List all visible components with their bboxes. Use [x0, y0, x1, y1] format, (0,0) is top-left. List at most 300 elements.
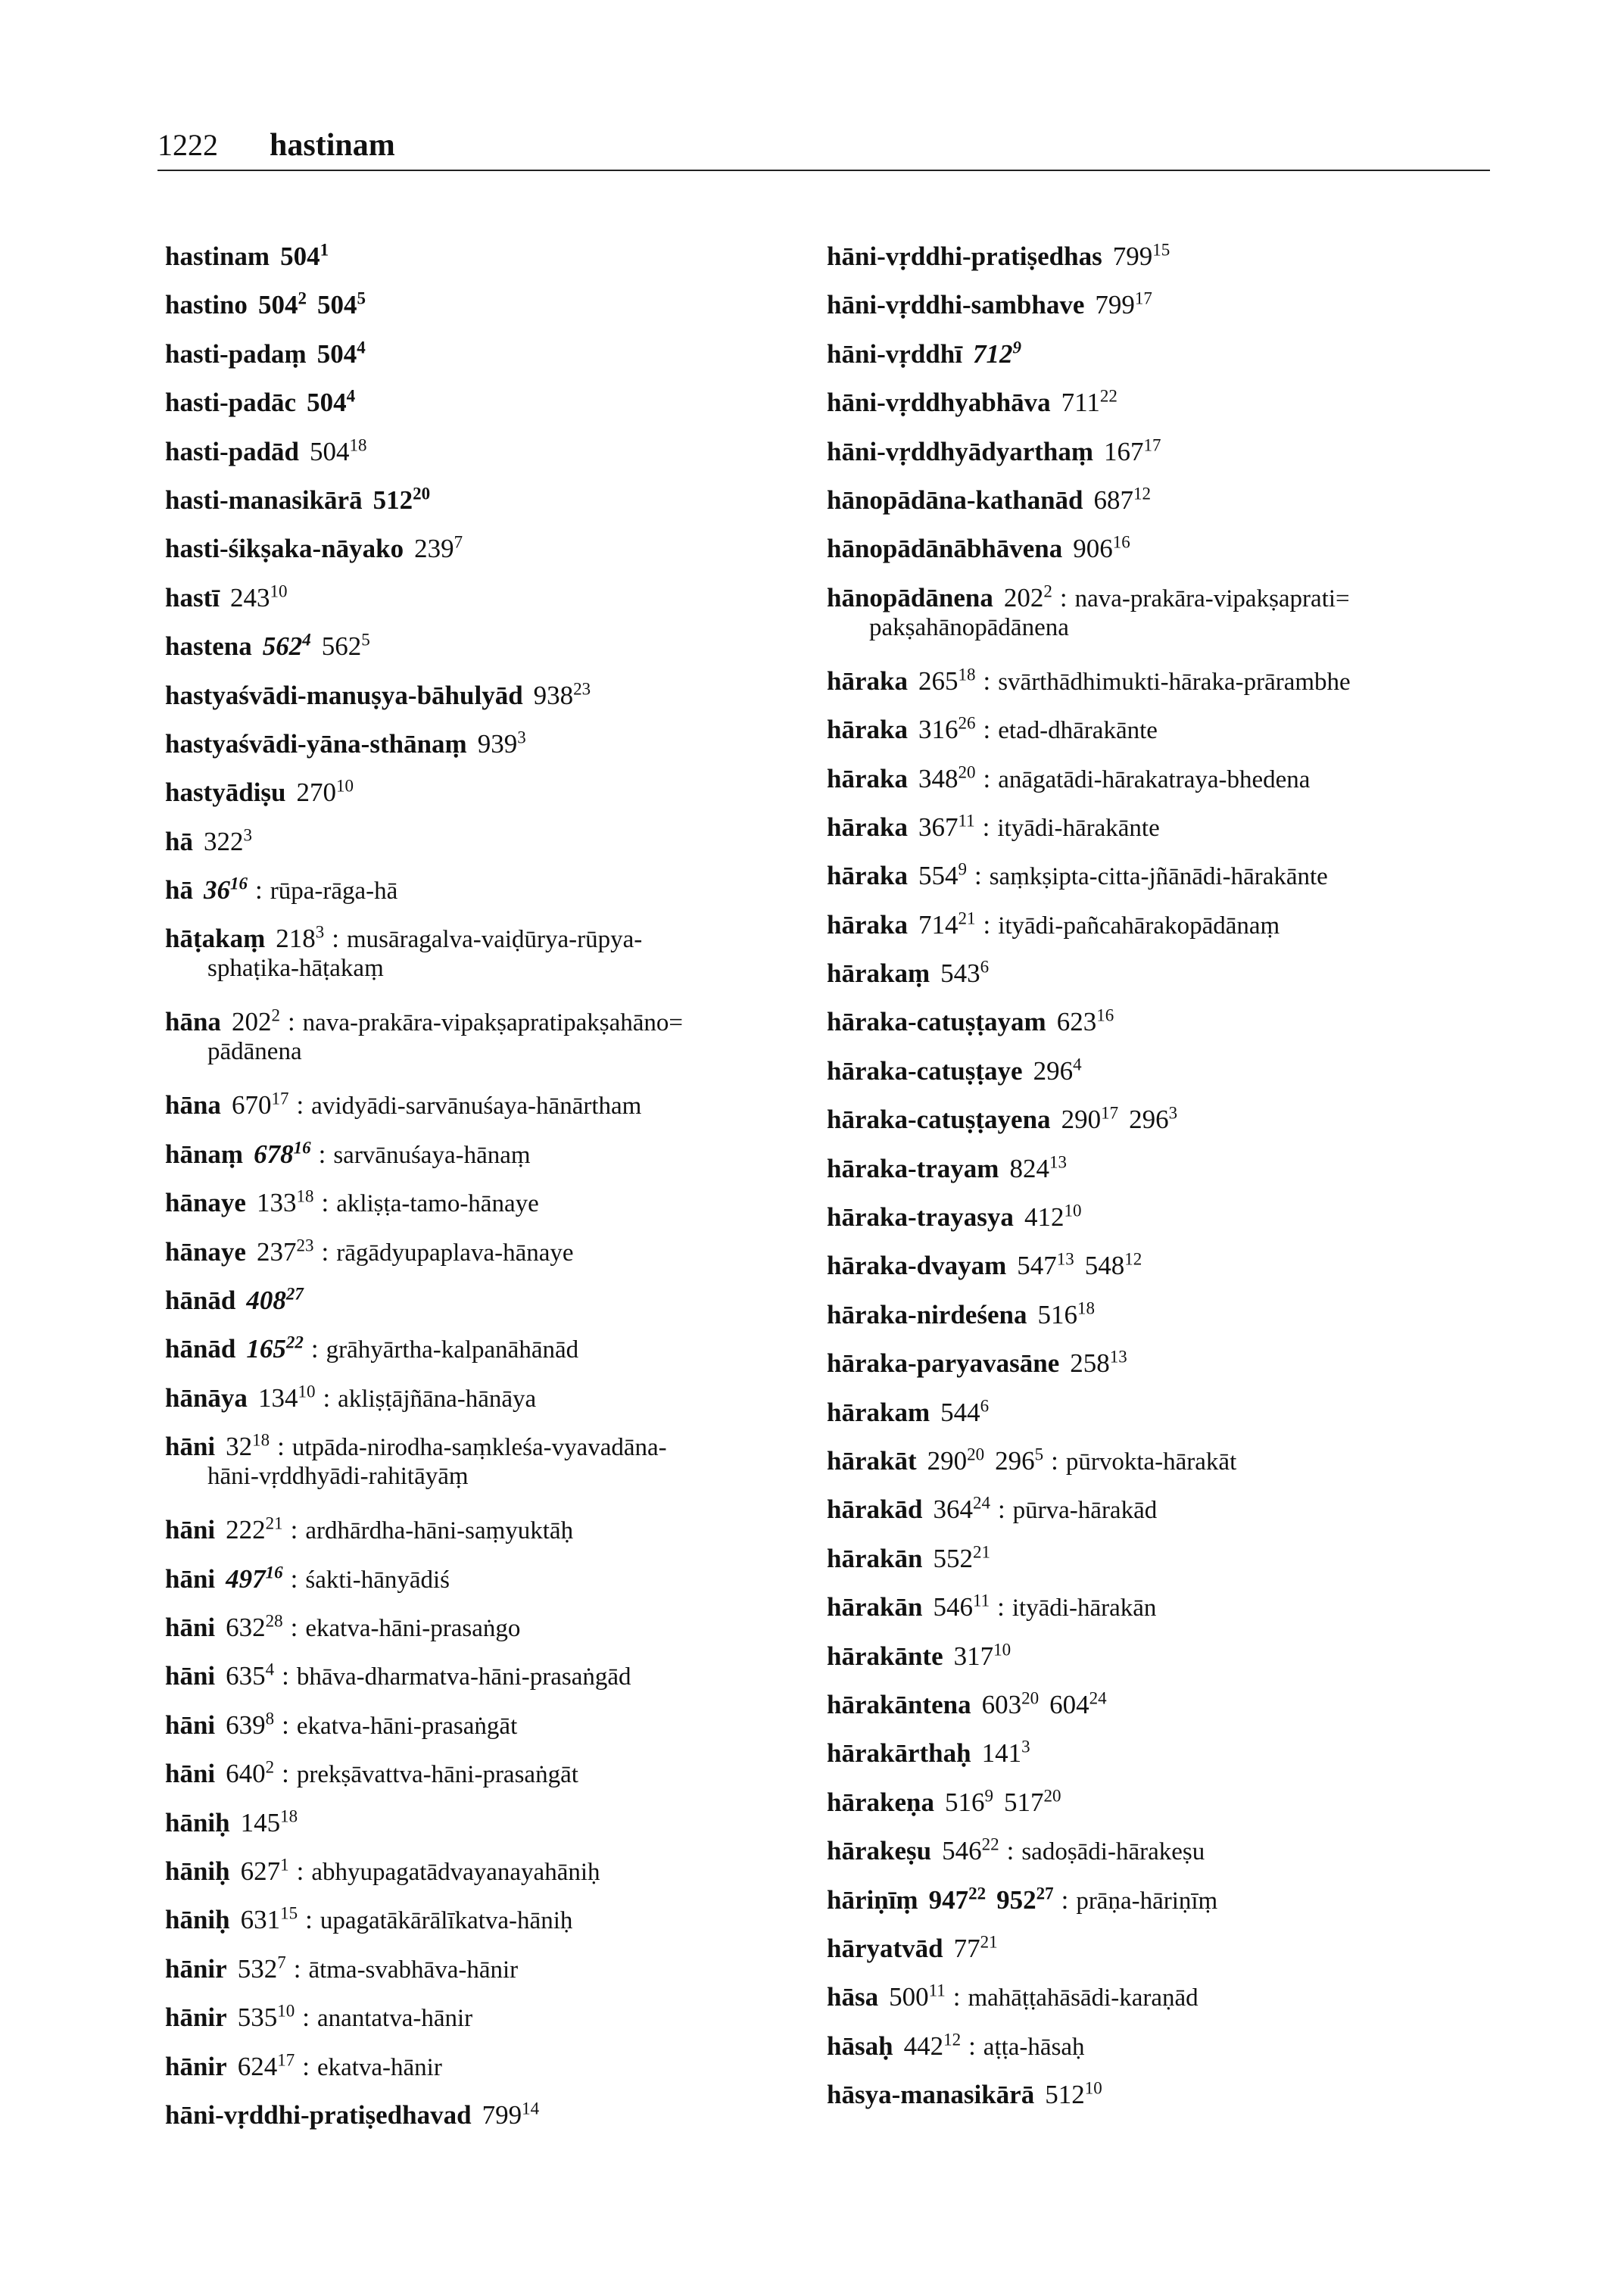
entry-lemma: hāniḥ: [165, 1856, 230, 1886]
reference-page: 635: [226, 1661, 266, 1691]
reference-page: 165: [246, 1334, 286, 1364]
reference-page: 562: [321, 631, 362, 662]
index-entry: [165, 2101, 846, 2149]
entry-lemma: hāraka-nirdeśena: [827, 1299, 1027, 1329]
index-entry: [165, 1091, 846, 1139]
context-separator: :: [997, 1592, 1005, 1622]
entry-context: nava-prakāra-vipakṣapratipakṣahāno=: [302, 1009, 684, 1037]
entry-lemma: hāraka-catuṣṭayena: [827, 1105, 1051, 1135]
entry-context: sarvānuśaya-hānaṃ: [333, 1141, 531, 1169]
entry-reference: [927, 1446, 985, 1476]
entry-lemma: hārakeṇa: [827, 1787, 934, 1817]
index-entry: [827, 1788, 1508, 1837]
entry-reference: [929, 1885, 987, 1915]
entry-context: rāgādyupaplava-hānaye: [336, 1239, 574, 1267]
entry-reference: [246, 1334, 304, 1364]
entry-lemma: hāraka: [827, 861, 908, 891]
entry-reference: [940, 1395, 990, 1427]
entry-lemma: hārakānte: [827, 1641, 943, 1671]
entry-lemma: hāni-vṛddhi-pratiṣedhavad: [165, 2099, 472, 2130]
entry-lemma: hāni: [165, 1710, 216, 1740]
entry-reference: [276, 924, 324, 953]
entry-reference: [257, 1188, 314, 1217]
entry-reference: [373, 485, 431, 515]
index-entry: [827, 1739, 1508, 1788]
entry-reference: [238, 2003, 295, 2032]
reference-page: 799: [482, 2099, 522, 2130]
context-separator: :: [293, 1953, 301, 1984]
entry-lemma: hāniḥ: [165, 1905, 230, 1935]
reference-line: 13: [1056, 1249, 1074, 1269]
reference-line: 5: [361, 630, 370, 650]
context-separator: :: [290, 1563, 298, 1594]
entry-context: pūrva-hārakād: [1012, 1497, 1158, 1525]
entry-reference: [1033, 1056, 1082, 1086]
reference-line: 9: [984, 1786, 993, 1806]
reference-line: 10: [298, 1382, 316, 1401]
reference-page: 497: [226, 1563, 266, 1594]
entry-context: ātma-svabhāva-hānir: [308, 1956, 519, 1984]
context-separator: :: [983, 909, 991, 940]
entry-context: rūpa-rāga-hā: [270, 877, 398, 905]
reference-line: 16: [229, 874, 248, 893]
entry-reference: [1037, 1300, 1095, 1329]
entry-reference: [1094, 485, 1152, 515]
entry-reference: [1049, 1690, 1107, 1719]
entry-context: pūrvokta-hārakāt: [1065, 1448, 1237, 1476]
reference-line: 20: [1043, 1786, 1061, 1806]
entry-lemma: hastena: [165, 631, 252, 662]
entry-reference: [1017, 1251, 1074, 1280]
header-rule: [157, 170, 1490, 171]
entry-reference: [940, 958, 989, 988]
index-entry: [165, 581, 846, 632]
reference-line: 10: [277, 2001, 295, 2021]
entry-lemma: hāraka: [827, 812, 908, 842]
index-entry: [165, 924, 846, 1008]
reference-page: 552: [933, 1543, 973, 1573]
reference-line: 27: [1036, 1883, 1054, 1903]
reference-page: 504: [316, 290, 357, 320]
entry-lemma: hāriṇīṃ: [827, 1884, 918, 1915]
index-entry: [827, 1593, 1508, 1641]
reference-line: 3: [1021, 1737, 1030, 1756]
index-entry: [165, 678, 846, 730]
index-entry: [165, 632, 846, 681]
context-separator: :: [290, 1515, 298, 1545]
index-entry: [165, 1186, 846, 1237]
reference-line: 10: [1064, 1201, 1082, 1220]
entry-reference: [918, 764, 976, 793]
reference-line: 9: [1012, 338, 1021, 357]
entry-lemma: hā: [165, 826, 193, 856]
entry-lemma: hāni-vṛddhi-sambhave: [827, 290, 1085, 320]
entry-lemma: hārakāt: [827, 1445, 917, 1476]
context-separator: :: [983, 665, 991, 696]
reference-page: 243: [229, 582, 270, 612]
reference-line: 16: [265, 1562, 283, 1582]
reference-page: 623: [1056, 1007, 1097, 1037]
reference-line: 22: [1099, 386, 1117, 406]
entry-lemma: hārakeṣu: [827, 1836, 932, 1866]
entry-reference: [942, 1836, 999, 1865]
reference-page: 218: [276, 924, 316, 954]
reference-line: 12: [1124, 1249, 1142, 1269]
reference-line: 18: [958, 665, 976, 684]
context-separator: :: [968, 2031, 976, 2061]
reference-page: 512: [1045, 2080, 1085, 2110]
reference-page: 504: [257, 290, 298, 320]
reference-page: 687: [1093, 485, 1133, 515]
index-column-left: [165, 242, 846, 2149]
entry-reference: [232, 1007, 280, 1036]
entry-lemma: hāraka: [827, 763, 908, 793]
entry-reference: [982, 1738, 1030, 1768]
reference-page: 603: [981, 1689, 1022, 1719]
entry-lemma: hasti-padāc: [165, 388, 297, 418]
entry-reference: [1073, 534, 1130, 563]
context-separator: :: [323, 1382, 331, 1413]
entry-reference: [322, 631, 370, 661]
index-entry: [827, 1298, 1508, 1349]
entry-lemma: hāni-vṛddhyabhāva: [827, 388, 1051, 418]
index-entry: [165, 1857, 846, 1906]
entry-context: akliṣṭa-tamo-hānaye: [336, 1190, 539, 1218]
entry-lemma: hasti-manasikārā: [165, 485, 363, 515]
context-separator: :: [287, 1007, 295, 1037]
entry-lemma: hānopādānābhāvena: [827, 534, 1063, 564]
index-entry: [827, 1105, 1508, 1154]
context-separator: :: [282, 1661, 289, 1691]
reference-page: 604: [1049, 1689, 1089, 1719]
reference-page: 714: [918, 909, 959, 940]
entry-lemma: hārakārthaḥ: [827, 1738, 971, 1769]
entry-reference: [1061, 1105, 1119, 1134]
entry-context: anantatva-hānir: [316, 2005, 473, 2033]
reference-line: 4: [302, 630, 311, 650]
entry-reference: [954, 1641, 1011, 1671]
reference-page: 543: [940, 958, 980, 989]
entry-context: avidyādi-sarvānuśaya-hānārtham: [311, 1092, 642, 1121]
entry-reference: [258, 1383, 316, 1413]
entry-lemma: hārakād: [827, 1495, 923, 1525]
entry-lemma: hāna: [165, 1090, 221, 1121]
entry-reference: [230, 583, 288, 612]
reference-page: 947: [928, 1884, 969, 1915]
reference-page: 77: [953, 1933, 980, 1963]
entry-lemma: hārakāntena: [827, 1689, 971, 1719]
entry-lemma: hārakān: [827, 1592, 923, 1622]
context-separator: :: [983, 763, 991, 793]
reference-line: 17: [1134, 288, 1152, 308]
entry-reference: [317, 290, 366, 319]
context-separator: :: [310, 1334, 319, 1364]
entry-lemma: hānaye: [165, 1236, 246, 1267]
reference-line: 5: [357, 288, 366, 308]
index-entry: [827, 388, 1508, 437]
index-entry: [827, 667, 1508, 715]
index-entry: [827, 813, 1508, 862]
entry-reference: [226, 1759, 274, 1788]
entry-reference: [1129, 1105, 1177, 1134]
context-separator: :: [952, 1982, 961, 2012]
index-entry: [165, 1711, 846, 1759]
index-entry: [827, 486, 1508, 535]
entry-lemma: hāsaḥ: [827, 2031, 893, 2061]
context-separator: :: [321, 1188, 329, 1218]
entry-lemma: hāraka-catuṣṭaye: [827, 1055, 1023, 1086]
reference-page: 712: [972, 338, 1013, 369]
entry-reference: [226, 1710, 274, 1740]
reference-line: 22: [981, 1834, 999, 1854]
entry-reference: [918, 715, 976, 744]
index-entry: [165, 1140, 846, 1189]
reference-page: 408: [246, 1286, 286, 1316]
entry-lemma: hastyādiṣu: [165, 778, 286, 808]
reference-page: 167: [1104, 436, 1144, 466]
index-entry: [827, 1883, 1508, 1934]
entry-reference: [1085, 1251, 1142, 1280]
entry-reference: [1104, 437, 1161, 466]
reference-line: 2: [265, 1757, 275, 1777]
entry-lemma: hāraka: [827, 665, 908, 696]
index-entry: [165, 288, 846, 339]
reference-line: 7: [277, 1953, 286, 1972]
entry-lemma: hāniḥ: [165, 1807, 230, 1837]
entry-reference: [982, 1690, 1040, 1719]
index-entry: [165, 1759, 846, 1808]
reference-page: 202: [1003, 582, 1044, 612]
entry-reference: [1009, 1154, 1067, 1183]
entry-reference: [945, 1788, 993, 1817]
entry-context: saṃkṣipta-citta-jñānādi-hārakānte: [989, 863, 1328, 891]
entry-reference: [918, 666, 976, 696]
entry-reference: [1045, 2080, 1102, 2109]
index-entry: [165, 876, 846, 924]
reference-line: 21: [980, 1932, 998, 1952]
reference-page: 906: [1073, 534, 1113, 564]
reference-line: 4: [357, 338, 366, 357]
entry-context-continuation: sphaṭika-hāṭakaṃ: [207, 955, 384, 983]
entry-context-continuation: pakṣahānopādānena: [869, 613, 1069, 641]
context-separator: :: [296, 1090, 304, 1121]
entry-lemma: hāna: [165, 1007, 221, 1037]
entry-reference: [307, 388, 355, 417]
reference-line: 20: [958, 762, 976, 781]
entry-context-continuation: hāni-vṛddhyādi-rahitāyāṃ: [207, 1463, 469, 1491]
reference-line: 3: [517, 728, 526, 747]
index-entry: [827, 242, 1508, 291]
reference-line: 4: [265, 1660, 275, 1679]
running-header: [157, 120, 1490, 177]
context-separator: :: [1051, 1445, 1058, 1476]
entry-reference: [297, 778, 354, 807]
entry-context-continuation: pādānena: [207, 1038, 302, 1066]
context-separator: :: [1006, 1836, 1015, 1866]
index-entry: [827, 1639, 1508, 1691]
entry-lemma: hānād: [165, 1286, 236, 1316]
reference-line: 2: [271, 1005, 280, 1025]
entry-lemma: hāṭakaṃ: [165, 924, 266, 954]
reference-page: 938: [533, 680, 574, 710]
reference-line: 14: [522, 2099, 540, 2118]
entry-lemma: hāraka-paryavasāne: [827, 1348, 1060, 1379]
index-entry: [165, 1432, 846, 1516]
reference-line: 10: [993, 1639, 1011, 1659]
reference-line: 10: [1084, 2078, 1102, 2098]
context-separator: :: [974, 861, 982, 891]
context-separator: :: [296, 1856, 304, 1886]
index-entry: [165, 1513, 846, 1564]
reference-page: 239: [414, 534, 454, 564]
reference-line: 22: [285, 1332, 304, 1352]
reference-line: 2: [298, 288, 307, 308]
index-entry: [827, 1057, 1508, 1105]
entry-lemma: hasti-padaṃ: [165, 338, 307, 369]
entry-lemma: hāraka-dvayam: [827, 1251, 1007, 1281]
entry-reference: [414, 534, 463, 563]
context-separator: :: [983, 715, 991, 745]
reference-page: 296: [1033, 1055, 1074, 1086]
reference-line: 4: [1073, 1055, 1082, 1074]
page-number: 1222: [157, 128, 218, 162]
entry-context: sadoṣādi-hārakeṣu: [1021, 1838, 1205, 1866]
context-separator: :: [321, 1236, 329, 1267]
context-separator: :: [305, 1905, 313, 1935]
index-entry: [165, 2049, 846, 2101]
entry-context: ityādi-pañcahārakopādānaṃ: [998, 912, 1280, 940]
reference-line: 3: [1168, 1103, 1178, 1123]
entry-lemma: hāni: [165, 1563, 216, 1594]
index-entry: [827, 911, 1508, 959]
index-entry: [165, 486, 846, 535]
entry-reference: [204, 827, 252, 856]
entry-reference: [996, 1885, 1054, 1915]
reference-line: 15: [280, 1903, 298, 1923]
entry-reference: [280, 242, 329, 271]
reference-line: 24: [1089, 1688, 1107, 1708]
index-entry: [165, 1562, 846, 1613]
reference-line: 11: [958, 811, 975, 831]
reference-line: 21: [265, 1513, 283, 1533]
entry-reference: [226, 1515, 283, 1544]
reference-page: 548: [1084, 1251, 1125, 1281]
entry-context: ekatva-hāni-prasaṅgāt: [296, 1712, 518, 1740]
entry-reference: [238, 1954, 286, 1984]
context-separator: :: [282, 1759, 289, 1789]
entry-reference: [933, 1495, 990, 1524]
entry-reference: [241, 1808, 298, 1837]
reference-page: 296: [995, 1445, 1035, 1476]
reference-page: 627: [240, 1856, 281, 1886]
reference-page: 799: [1095, 290, 1135, 320]
reference-page: 624: [237, 2051, 278, 2081]
reference-line: 16: [293, 1138, 311, 1158]
reference-line: 9: [958, 859, 967, 879]
index-entry: [827, 435, 1508, 486]
index-entry: [827, 1203, 1508, 1251]
reference-line: 12: [1133, 484, 1151, 503]
entry-reference: [226, 1661, 274, 1691]
index-entry: [165, 1286, 846, 1335]
entry-context: ityādi-hārakān: [1011, 1594, 1157, 1622]
entry-lemma: hāraka-catuṣṭayam: [827, 1007, 1046, 1037]
entry-lemma: hā: [165, 875, 193, 905]
index-entry: [827, 340, 1508, 388]
reference-page: 504: [316, 338, 357, 369]
index-entry: [827, 1544, 1508, 1593]
index-entry: [827, 1447, 1508, 1495]
index-entry: [165, 1806, 846, 1857]
reference-line: 20: [1021, 1688, 1040, 1708]
reference-page: 631: [240, 1905, 281, 1935]
entry-lemma: hastī: [165, 582, 220, 612]
entry-reference: [904, 2031, 962, 2061]
context-separator: :: [1059, 582, 1068, 612]
index-entry: [827, 581, 1508, 667]
index-entry: [165, 435, 846, 486]
reference-page: 265: [918, 665, 959, 696]
context-separator: :: [332, 924, 339, 954]
entry-reference: [317, 339, 366, 369]
entry-reference: [226, 1432, 270, 1461]
entry-lemma: hānāya: [165, 1382, 248, 1413]
reference-line: 13: [1049, 1152, 1067, 1171]
entry-context: ekatva-hāni-prasaṅgo: [305, 1614, 521, 1642]
reference-page: 500: [889, 1982, 929, 2012]
entry-context: bhāva-dharmatva-hāni-prasaṅgād: [296, 1663, 631, 1691]
reference-line: 3: [315, 922, 325, 942]
reference-page: 202: [231, 1007, 272, 1037]
reference-line: 11: [928, 1981, 946, 2000]
context-separator: :: [302, 2003, 310, 2033]
index-entry: [165, 242, 846, 291]
entry-context: ardhārdha-hāni-saṃyuktāḥ: [305, 1517, 574, 1545]
entry-lemma: hānād: [165, 1334, 236, 1364]
entry-reference: [533, 678, 591, 710]
index-entry: [165, 1332, 846, 1383]
index-entry: [165, 1662, 846, 1710]
reference-page: 504: [280, 242, 320, 271]
entry-lemma: hāsa: [827, 1982, 879, 2012]
entry-context: nava-prakāra-vipakṣaprati=: [1074, 584, 1350, 612]
reference-page: 678: [254, 1139, 294, 1169]
index-entry: [165, 532, 846, 583]
index-entry: [165, 1903, 846, 1954]
reference-page: 316: [918, 715, 959, 745]
index-entry: [165, 778, 846, 827]
entry-reference: [258, 290, 307, 319]
reference-page: 799: [1112, 242, 1153, 271]
entry-lemma: hāryatvād: [827, 1933, 943, 1963]
reference-line: 6: [980, 957, 990, 977]
reference-page: 547: [1017, 1251, 1057, 1281]
index-entry: [827, 859, 1508, 910]
reference-line: 17: [277, 2049, 295, 2069]
reference-page: 412: [1024, 1202, 1064, 1233]
entry-lemma: hāraka: [827, 715, 908, 745]
reference-line: 18: [349, 435, 367, 454]
reference-line: 6: [980, 1395, 990, 1415]
entry-lemma: hāni: [165, 1515, 216, 1545]
entry-reference: [954, 1934, 998, 1963]
index-entry: [165, 730, 846, 778]
index-entry: [827, 1251, 1508, 1300]
entry-lemma: hasti-śikṣaka-nāyako: [165, 534, 404, 564]
context-separator: :: [282, 1710, 289, 1740]
reference-line: 8: [265, 1709, 275, 1728]
reference-line: 27: [285, 1284, 304, 1304]
